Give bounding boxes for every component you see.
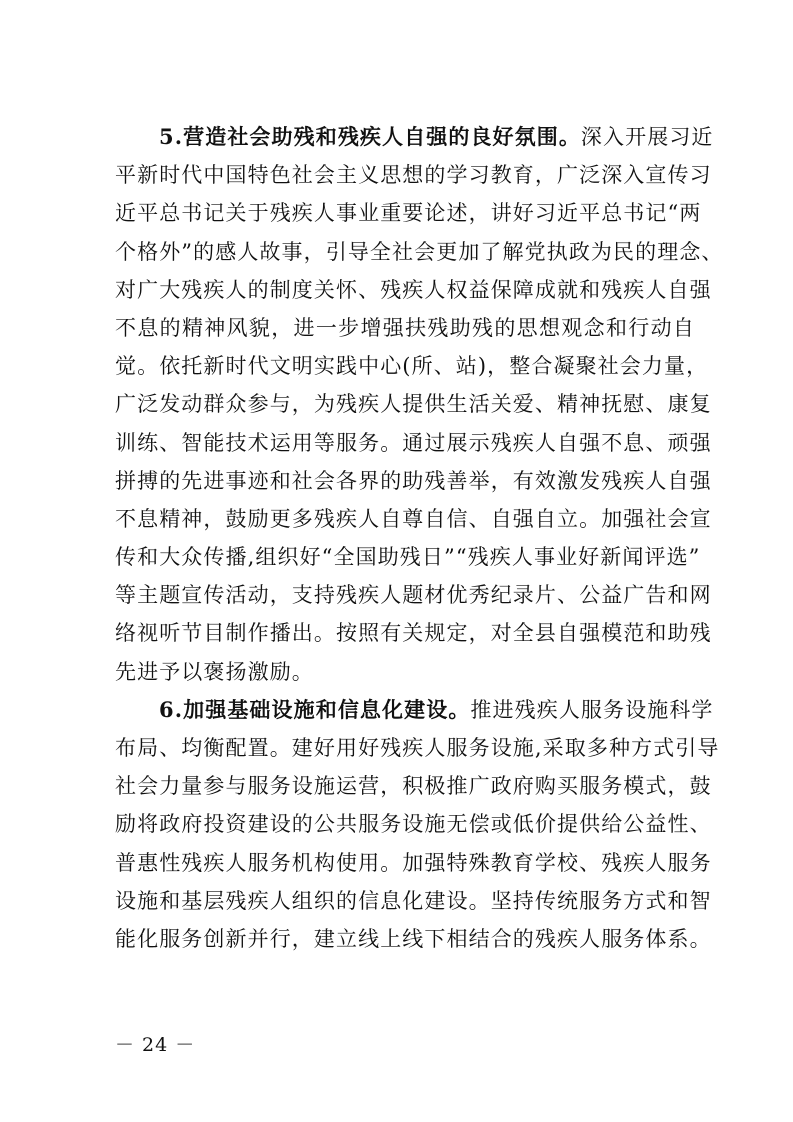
paragraph-line: 平新时代中国特色社会主义思想的学习教育，广泛深入宣传习	[115, 163, 712, 188]
paragraph-line: 觉。依托新时代文明实践中心(所、站)，整合凝聚社会力量，	[115, 354, 709, 379]
page-number: － 24 －	[115, 1034, 196, 1056]
paragraph-6-first-line	[115, 691, 714, 729]
paragraph-line: 广泛发动群众参与，为残疾人提供生活关爱、精神抚慰、康复	[115, 392, 712, 417]
paragraph-line: 不息的精神风貌，进一步增强扶残助残的思想观念和行动自	[115, 315, 695, 340]
paragraph-line: 社会力量参与服务设施运营，积极推广政府购买服务模式，鼓	[115, 774, 712, 799]
paragraph-line: 训练、智能技术运用等服务。通过展示残疾人自强不息、顽强	[115, 430, 712, 455]
document-body	[115, 118, 724, 958]
paragraph-line: 普惠性残疾人服务机构使用。加强特殊教育学校、残疾人服务	[115, 850, 712, 875]
paragraph-line: 等主题宣传活动，支持残疾人题材优秀纪录片、公益广告和网	[115, 583, 712, 608]
paragraph-line: 励将政府投资建设的公共服务设施无偿或低价提供给公益性、	[115, 812, 712, 837]
section-6-heading: 6.加强基础设施和信息化建设。	[159, 696, 471, 722]
section-5-heading: 5.营造社会助残和残疾人自强的良好氛围。	[159, 124, 581, 149]
paragraph-line: 设施和基层残疾人组织的信息化建设。坚持传统服务方式和智	[115, 888, 712, 913]
paragraph-last-line: 先进予以褒扬激励。	[115, 659, 314, 684]
paragraph-line: 布局、均衡配置。建好用好残疾人服务设施,采取多种方式引导	[115, 736, 720, 760]
paragraph-line: 能化服务创新并行，建立线上线下相结合的残疾人服务体系。	[115, 926, 712, 951]
paragraph-line: 拼搏的先进事迹和社会各界的助残善举，有效激发残疾人自强	[115, 468, 712, 493]
paragraph-line: 近平总书记关于残疾人事业重要论述，讲好习近平总书记“两	[115, 201, 702, 226]
paragraph-line: 个格外”的感人故事，引导全社会更加了解党执政为民的理念、	[115, 239, 724, 264]
paragraph-line: 不息精神，鼓励更多残疾人自尊自信、自强自立。加强社会宣	[115, 506, 712, 531]
paragraph-line: 对广大残疾人的制度关怀、残疾人权益保障成就和残疾人自强	[115, 277, 712, 302]
paragraph-text: 推进残疾人服务设施科学	[470, 697, 714, 722]
paragraph-text: 深入开展习近	[580, 125, 714, 149]
paragraph-5-first-line	[115, 118, 714, 156]
paragraph-line: 传和大众传播,组织好“全国助残日”“残疾人事业好新闻评选”	[115, 545, 701, 570]
paragraph-line: 络视听节目制作播出。按照有关规定，对全县自强模范和助残	[115, 621, 712, 646]
